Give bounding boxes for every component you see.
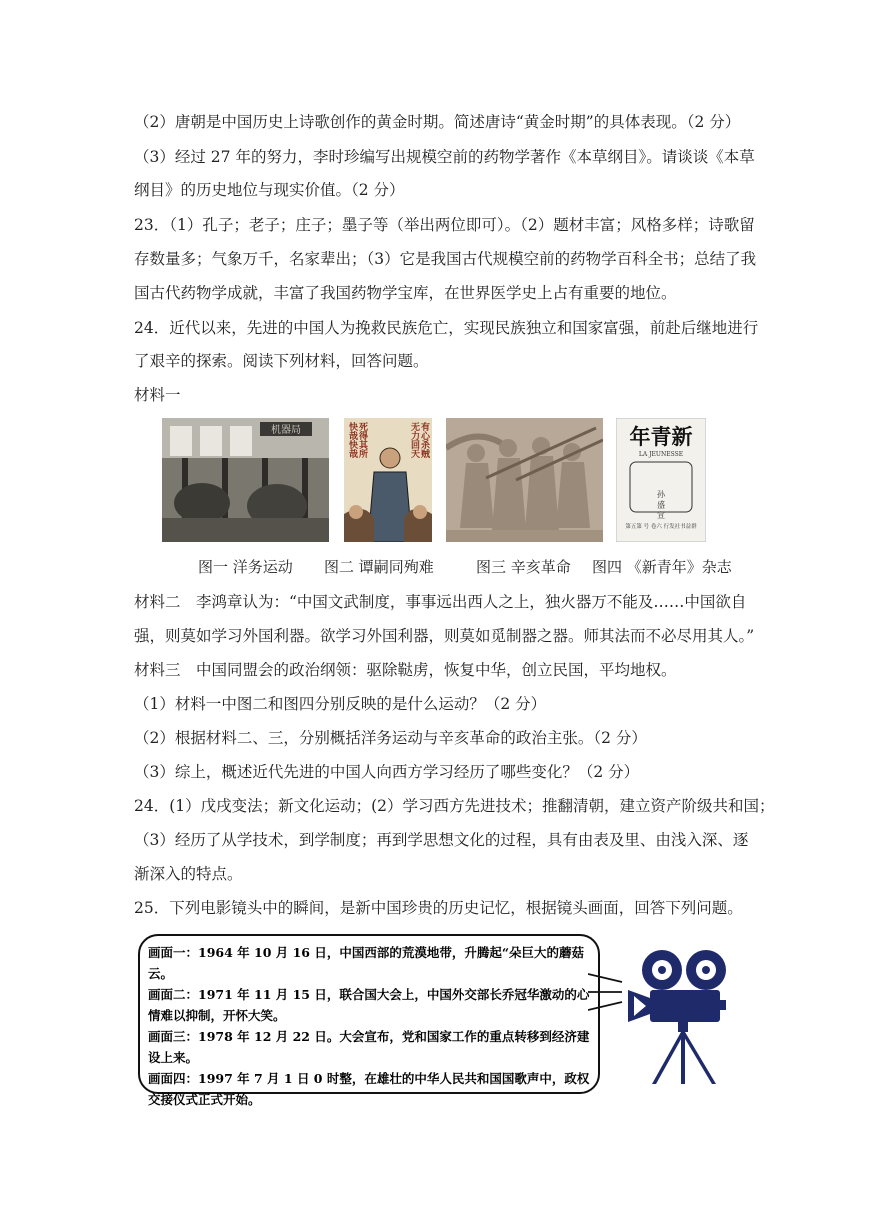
line-q22-2: （2）唐朝是中国历史上诗歌创作的黄金时期。简述唐诗“黄金时期”的具体表现。（2 分） [134, 113, 741, 131]
magazine-title: 年青新 [629, 424, 693, 449]
line-q22-3a: （3）经过 27 年的努力，李时珍编写出规模空前的药物学著作《本草纲目》。请谈谈《本草 [134, 148, 755, 166]
scene-line: 云。 [148, 966, 174, 981]
line-a23b: 存数量多；气象万千，名家辈出；（3）它是我国古代规模空前的药物学百科全书；总结了我 [134, 250, 757, 268]
material-one-label: 材料一 [134, 386, 181, 404]
line-m2a: 材料二 李鸿章认为：“中国文武制度，事事远出西人之上，独火器万不能及……中国欲自 [134, 593, 747, 611]
line-q24-1: （1）材料一中图二和图四分别反映的是什么运动？（2 分） [134, 695, 547, 713]
line-a23c: 国古代药物学成就，丰富了我国药物学宝库，在世界医学史上占有重要的地位。 [134, 284, 677, 302]
scene-line: 画面二：1971 年 11 月 15 日，联合国大会上，中国外交部长乔冠华激动的心 [148, 987, 590, 1002]
image-xinhai-revolution [446, 418, 603, 542]
line-m3: 材料三 中国同盟会的政治纲领：驱除鞑虏，恢复中华，创立民国，平均地权。 [134, 661, 677, 679]
line-a24c: 渐深入的特点。 [134, 865, 243, 883]
bubble-connector-lines [588, 966, 628, 1016]
caption-2: 图二 谭嗣同殉难 [324, 558, 434, 576]
image-tan-sitong [344, 418, 432, 542]
scene-line: 画面三：1978 年 12 月 22 日。大会宣布，党和国家工作的重点转移到经济建 [148, 1029, 590, 1044]
movie-scenes-bubble [138, 934, 600, 1107]
line-q24-3: （3）综上，概述近代先进的中国人向西方学习经历了哪些变化？（2 分） [134, 763, 640, 781]
line-m2b: 强，则莫如学习外国利器。欲学习外国利器，则莫如觅制器之器。师其法而不必尽用其人。” [134, 627, 755, 645]
poster-text-1: 有心杀贼 [419, 422, 429, 458]
poster-text-4: 快哉快哉 [347, 422, 357, 458]
scene-line: 交接仪式正式开始。 [148, 1092, 261, 1107]
line-a23a: 23．（1）孔子；老子；庄子；墨子等（举出两位即可）。（2）题材丰富；风格多样；诗歌留 [134, 216, 755, 234]
factory-sign: 机器局 [271, 425, 301, 436]
magazine-subtitle: LA JEUNESSE [638, 451, 684, 458]
image-yangwu-movement [162, 418, 329, 542]
line-a24b: （3）经历了从学技术，到学制度；再到学思想文化的过程，具有由表及里、由浅入深、逐 [134, 831, 749, 849]
movie-camera-icon [626, 946, 738, 1086]
caption-3: 图三 辛亥革命 [476, 558, 571, 576]
magazine-vertical: 孙 盛 宣 [656, 490, 666, 520]
scene-line: 画面一：1964 年 10 月 16 日，中国西部的荒漠地带，升腾起“朵巨大的蘑菇 [148, 945, 585, 960]
scene-line: 情难以抑制，开怀大笑。 [148, 1008, 286, 1023]
magazine-small: 第五第 号 卷六 行发社书益群 [625, 524, 697, 530]
line-q24b: 了艰辛的探索。阅读下列材料，回答问题。 [134, 352, 429, 370]
image-new-youth-magazine [616, 418, 706, 542]
poster-text-2: 无力回天 [409, 422, 419, 458]
line-q24a: 24．近代以来，先进的中国人为挽救民族危亡，实现民族独立和国家富强，前赴后继地进行 [134, 319, 759, 337]
line-q24-2: （2）根据材料二、三，分别概括洋务运动与辛亥革命的政治主张。（2 分） [134, 729, 647, 747]
line-a24a: 24．(1）戊戌变法；新文化运动；(2）学习西方先进技术；推翻清朝，建立资产阶级共和国； [134, 797, 775, 815]
scene-line: 设上来。 [148, 1050, 199, 1065]
poster-text-3: 死得其所 [357, 422, 367, 458]
scene-line: 画面四：1997 年 7 月 1 日 0 时整，在雄壮的中华人民共和国国歌声中，政权 [148, 1071, 590, 1086]
caption-4: 图四 《新青年》杂志 [592, 558, 732, 576]
caption-1: 图一 洋务运动 [198, 558, 293, 576]
line-q22-3b: 纲目》的历史地位与现实价值。（2 分） [134, 181, 405, 199]
line-q25: 25．下列电影镜头中的瞬间，是新中国珍贵的历史记忆，根据镜头画面，回答下列问题。 [134, 899, 743, 917]
